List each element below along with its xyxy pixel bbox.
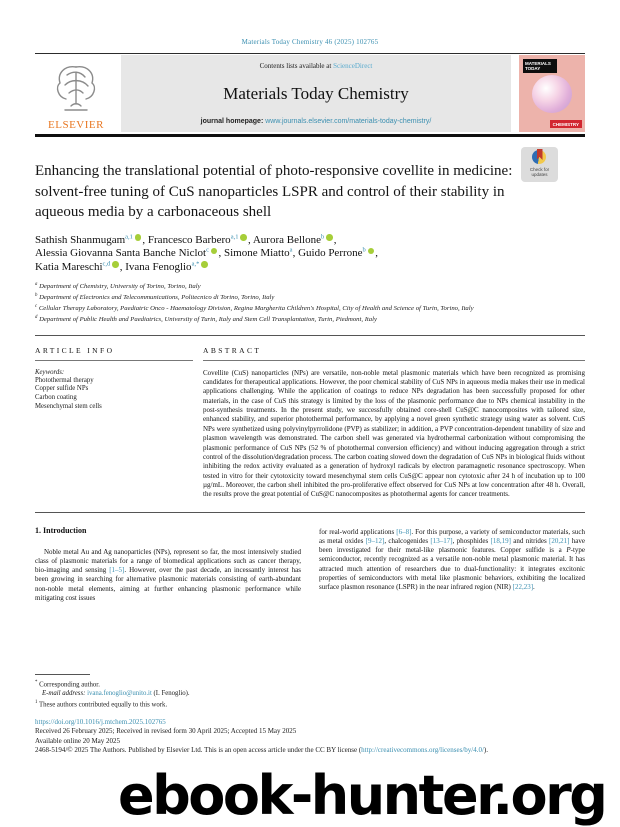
- orcid-icon[interactable]: [112, 261, 119, 268]
- inline-link[interactable]: [20,21]: [549, 536, 570, 545]
- text-segment: -type semiconductor, recently recognized as a versatile non-noble metal plasmonic material. It has attracted much attention of researchers due to dual-functionality: it integrates excitonic properties of semiconductors with metal like plasmonic behaviors, exhibiting the localized surface plasmon resonance (LSPR) in the near infrared region (NIR): [319, 546, 585, 592]
- author: Simone Miatto$^a$,: [223, 246, 299, 259]
- keyword: Carbon coating: [35, 393, 77, 401]
- inline-link[interactable]: [22,23]: [512, 583, 534, 592]
- text-segment: for real-world applications: [319, 527, 397, 536]
- journal-citation: Materials Today Chemistry 46 (2025) 102765: [241, 38, 379, 46]
- author-affil-sup: a,*: [191, 259, 200, 267]
- divider-section: [35, 335, 585, 336]
- author-line: [35, 234, 585, 248]
- author-affil-sup: c: [206, 246, 209, 254]
- cover-brand: MATERIALS TODAY: [523, 59, 557, 73]
- author: Sathish Shanmugam$^{a,1}$ ,: [35, 232, 148, 246]
- author: Ivana Fenoglio$^{a,*}$: [125, 261, 209, 273]
- abstract-text: Covellite (CuS) nanoparticles (NPs) are versatile, non-noble metal plasmonic materials which have been recognized as promising candidates for therapeutical applications. However, the poor chemical stability of CuS NPs in aqueous media makes their use in medical applications challenging. While the application of coatings to reduce NPs degradation has been successfully proposed for other materials, in the case of CuS this strategy is limited by the loss of the plasmonic performance due to NPs chemical instability in the post-synthesis treatments. In the present study, we successfully obtained core-shell CuS@C nanocomposites with tailored size, enhanced stability, and superior photothermal performance, by applying a novel green synthetic strategy using water as solvent. CuS NPs were synthetized using polyvinylpyrrolidone (PVP) as stabilizer; in addition, a PVP concentration-dependent tunability of size and plasmon wavelength was demonstrated. The carbon shell was generated via hydrothermal carbonization without compromising the plasmonic performance of CuS NPs (52 % of photothermal conversion efficiency) and without inducing aggregation through a strict control of the dissolution/degradation process. The carbon coating slowed down the degradation of CuS NPs in biological fluids without inhibiting the redox activity evaluated as a generation of hydroxyl radicals by electron paramagnetic resonance spectroscopy. When tested in vitro for their cytotoxicity toward mesenchymal stem cells CuS@C appear non cytotoxic after 24 h of incubation up to 100 µg/mL. Moreover, the carbon shell inhibited the pro-proliferative effect observed for CuS NPs at low concentration after 48 h. Overall, the results prove the great potential of CuS@C nanocomposites as photothermal agents for cancer treatments.: [203, 368, 585, 499]
- author: Katia Mareschi$^{c,d}$ ,: [35, 259, 126, 273]
- affiliation: $^b$ Department of Electronics and Telecommunications, Politecnico di Torino, Torino, Italy: [35, 292, 275, 302]
- journal-banner: [121, 55, 511, 132]
- affiliation: $^d$ Department of Public Health and Paediatrics, University of Turin, Italy and Stem Cell Transplantation, Turin, Piedmont, Italy: [35, 314, 377, 324]
- inline-link[interactable]: [9–12]: [365, 536, 385, 545]
- elsevier-tree-icon: [47, 60, 105, 121]
- divider-section: [35, 512, 585, 513]
- abstract-column: [203, 346, 585, 500]
- text-segment: , phosphides: [452, 536, 491, 545]
- author-affil-sup: a,1: [125, 232, 133, 240]
- author: Aurora Bellone$^b$ ,: [252, 232, 337, 246]
- journal-cover-thumbnail[interactable]: [519, 55, 585, 132]
- equal-contribution-note: $^1$ These authors contributed equally to this work.: [35, 699, 168, 709]
- info-abstract-row: [35, 346, 585, 500]
- article-info-column: [35, 346, 193, 500]
- keyword: Photothermal therapy: [35, 376, 94, 384]
- article-title: Enhancing the translational potential of photo-responsive covellite in medicine: solvent-free tuning of CuS nanoparticles LSPR and control of their stability in aqueous media by a carbonaceous shell: [35, 163, 513, 220]
- text-segment: P: [566, 546, 571, 555]
- watermark: ebook-hunter.org: [118, 764, 606, 827]
- inline-link[interactable]: [6–8]: [396, 527, 412, 536]
- text-segment: . However, over the past decade, an incessantly interest has been growing in searching for alternative plasmonic materials consisting of earth-abundant non-noble metal elements, aiming at further enhancing plasmonic performance while mitigating cost issues: [35, 566, 302, 603]
- keywords-label: Keywords:: [35, 368, 65, 376]
- text-segment: . For this purpose, a variety of semiconductor materials, such as metal oxides: [319, 527, 585, 545]
- orcid-icon[interactable]: [240, 234, 247, 241]
- corresponding-author-note: * Corresponding author.: [35, 679, 100, 688]
- journal-homepage-line: [129, 118, 503, 125]
- author: Guido Perrone$^b$ ,: [298, 246, 379, 259]
- text-segment: 2468-5194/© 2025 The Authors. Published by Elsevier Ltd. This is an open access article under the CC BY license (: [35, 745, 362, 754]
- authors-block: [35, 234, 585, 275]
- text-segment: E-mail address:: [42, 689, 88, 697]
- journal-title: Materials Today Chemistry: [223, 84, 409, 103]
- elsevier-wordmark: ELSEVIER: [48, 118, 104, 131]
- introduction-section: [35, 526, 585, 674]
- author: Alessia Giovanna Santa Banche Niclot$^c$ ,: [35, 246, 224, 259]
- keyword: Copper sulfide NPs: [35, 385, 89, 393]
- orcid-icon[interactable]: [326, 234, 333, 241]
- inline-link[interactable]: [13–17]: [430, 536, 453, 545]
- journal-header: [35, 54, 585, 134]
- abstract-heading: ABSTRACT: [203, 345, 262, 355]
- author-affil-sup: a: [289, 246, 293, 254]
- email-note: [35, 689, 585, 698]
- text-segment: have been investigated for their metal-like plasmonic features. Copper sulfide is a: [319, 536, 586, 555]
- footnote-divider: [35, 674, 90, 675]
- orcid-icon[interactable]: [211, 248, 218, 255]
- author-affil-sup: c,d: [102, 259, 111, 267]
- intro-paragraph-left: [35, 548, 301, 604]
- inline-link[interactable]: [18,19]: [490, 536, 511, 545]
- inline-link[interactable]: ScienceDirect: [333, 62, 373, 70]
- orcid-icon[interactable]: [368, 248, 375, 255]
- author-affil-sup: a,1: [230, 232, 239, 240]
- copyright-line: [35, 746, 585, 755]
- homepage-label: journal homepage:: [200, 118, 266, 125]
- footer-block: [35, 718, 585, 755]
- intro-paragraph-right: [319, 528, 585, 593]
- text-segment: (I. Fenoglio).: [151, 689, 190, 697]
- doi-link[interactable]: https://doi.org/10.1016/j.mtchem.2025.102765: [35, 718, 166, 727]
- inline-link[interactable]: [1–5]: [109, 566, 125, 575]
- author-line: [35, 261, 585, 275]
- author: Francesco Barbero$^{a,1}$ ,: [147, 232, 253, 246]
- check-for-updates-badge[interactable]: Check for updates: [521, 147, 558, 182]
- affiliations-block: [35, 281, 585, 325]
- text-segment: Contents lists available at: [259, 62, 334, 70]
- keyword: Mesenchymal stem cells: [35, 402, 102, 410]
- text-segment: , chalcogenides: [384, 536, 431, 545]
- text-segment: Noble metal Au and Ag nanoparticles (NPs), represent so far, the most intensively studied class of plasmonic materials for a range of biomedical applications such as cancer therapy, bio-imaging and sensing: [35, 547, 301, 575]
- divider: [203, 360, 585, 361]
- author-affil-sup: b: [320, 232, 325, 240]
- text-segment: ).: [483, 745, 489, 754]
- author-affil-sup: b: [362, 246, 366, 254]
- journal-homepage-link[interactable]: www.journals.elsevier.com/materials-today-chemistry/: [265, 118, 432, 125]
- orcid-icon[interactable]: [201, 261, 208, 268]
- received-dates: Received 26 February 2025; Received in revised form 30 April 2025; Accepted 15 May 2025: [35, 727, 297, 736]
- title-block: [35, 161, 585, 223]
- crossmark-icon: [532, 150, 547, 165]
- intro-right-column: [319, 526, 585, 674]
- contents-line: [129, 62, 503, 70]
- affiliation: $^a$ Department of Chemistry, University of Torino, Torino, Italy: [35, 282, 201, 291]
- inline-link[interactable]: ivana.fenoglio@unito.it: [87, 689, 152, 697]
- text-segment: .: [533, 583, 535, 592]
- introduction-heading: 1. Introduction: [35, 525, 87, 535]
- affiliation: $^c$ Cellular Therapy Laboratory, Paediatric Onco - Haematology Division, Regina Margherita Children's Hospital, City of Health and Science of Turin, Torino, Italy: [35, 303, 474, 313]
- divider: [35, 360, 193, 361]
- elsevier-logo: [35, 54, 117, 134]
- text-segment: and nitrides: [510, 536, 550, 545]
- author-line: [35, 247, 585, 261]
- cover-chemistry-tag: CHEMISTRY: [550, 120, 582, 128]
- divider-thick: [35, 134, 585, 137]
- intro-left-column: [35, 526, 301, 674]
- orcid-icon[interactable]: [135, 234, 142, 241]
- footnotes-block: [35, 678, 585, 710]
- inline-link[interactable]: http://creativecommons.org/licenses/by/4.0/: [361, 745, 484, 754]
- cover-sphere-image: [532, 75, 572, 113]
- available-online: Available online 20 May 2025: [35, 736, 121, 745]
- article-info-heading: ARTICLE INFO: [35, 345, 115, 355]
